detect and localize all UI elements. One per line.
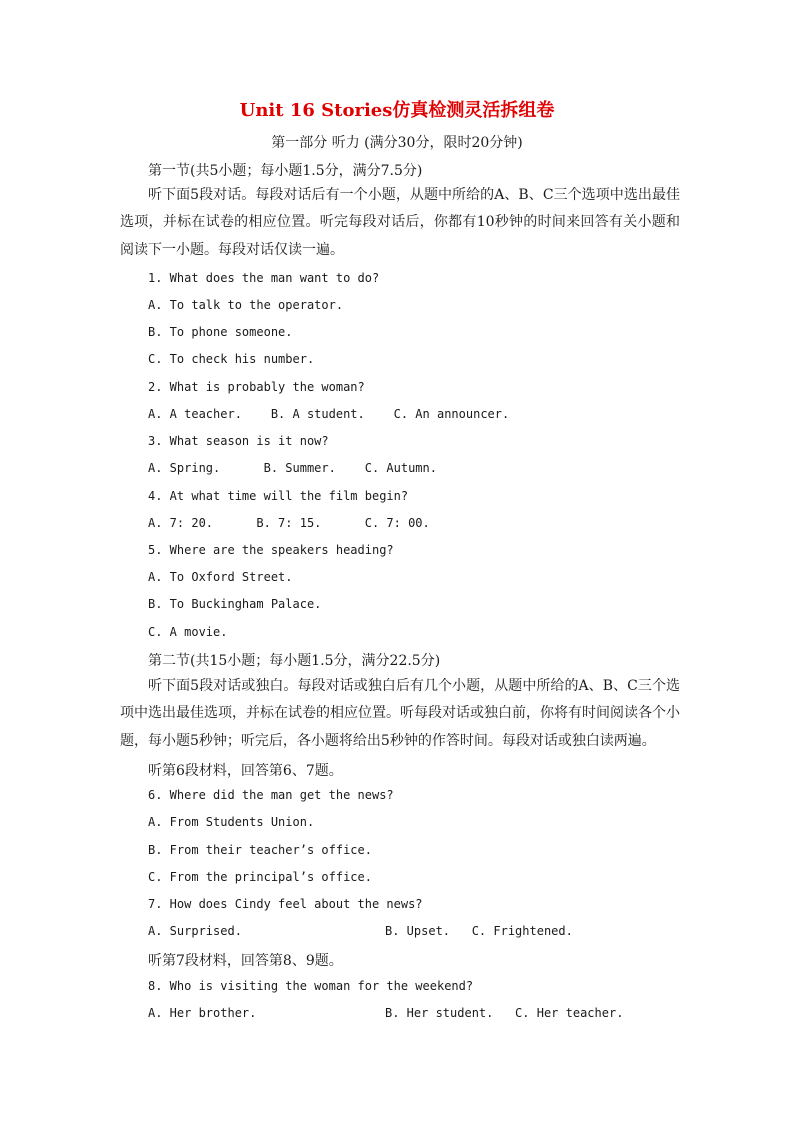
q5-option-c: C. A movie.: [148, 625, 228, 639]
q5-option-a: A. To Oxford Street.: [148, 570, 293, 584]
q5-option-b: B. To Buckingham Palace.: [148, 597, 322, 611]
q7-option-a: A. Surprised.: [148, 924, 242, 938]
q3-options: A. Spring. B. Summer. C. Autumn.: [148, 461, 437, 475]
document-title: Unit 16 Stories仿真检测灵活拆组卷: [239, 100, 555, 121]
q6-option-a: A. From Students Union.: [148, 815, 315, 829]
q4-options: A. 7: 20. B. 7: 15. C. 7: 00.: [148, 516, 430, 530]
question-6: 6. Where did the man get the news?: [148, 788, 394, 802]
q1-option-a: A. To talk to the operator.: [148, 298, 344, 312]
q8-option-a: A. Her brother.: [148, 1006, 257, 1020]
section1-heading: 第一节(共5小题；每小题1.5分，满分7.5分): [148, 163, 423, 179]
question-2: 2. What is probably the woman?: [148, 380, 365, 394]
material-7-note: 听第7段材料，回答第8、9题。: [148, 953, 343, 969]
question-4: 4. At what time will the film begin?: [148, 489, 409, 503]
section2-instructions: 听下面5段对话或独白。每段对话或独白后有几个小题，从题中所给的A、B、C三个选项中选出最佳选项，并标在试卷的相应位置。听每段对话或独白前，你将有时间阅读各个小题，每小题5秒钟；听完后，各小题将给出5秒钟的作答时间。每段对话或独白读两遍。: [120, 678, 680, 749]
part-subtitle: 第一部分 听力 (满分30分，限时20分钟): [271, 135, 523, 151]
q1-option-b: B. To phone someone.: [148, 325, 293, 339]
q8-options-bc: B. Her student. C. Her teacher.: [385, 1006, 624, 1020]
q6-option-c: C. From the principal’s office.: [148, 870, 372, 884]
section2-heading: 第二节(共15小题；每小题1.5分，满分22.5分): [148, 653, 441, 669]
question-5: 5. Where are the speakers heading?: [148, 543, 394, 557]
q2-options: A. A teacher. B. A student. C. An announcer.: [148, 407, 510, 421]
q7-options-bc: B. Upset. C. Frightened.: [385, 924, 573, 938]
material-6-note: 听第6段材料，回答第6、7题。: [148, 763, 343, 779]
section1-instructions: 听下面5段对话。每段对话后有一个小题，从题中所给的A、B、C三个选项中选出最佳选项，并标在试卷的相应位置。听完每段对话后，你都有10秒钟的时间来回答有关小题和阅读下一小题。每段对话仅读一遍。: [120, 187, 680, 258]
question-8: 8. Who is visiting the woman for the weekend?: [148, 979, 474, 993]
question-3: 3. What season is it now?: [148, 434, 329, 448]
question-1: 1. What does the man want to do?: [148, 271, 380, 285]
q6-option-b: B. From their teacher’s office.: [148, 843, 372, 857]
question-7: 7. How does Cindy feel about the news?: [148, 897, 423, 911]
q1-option-c: C. To check his number.: [148, 352, 315, 366]
